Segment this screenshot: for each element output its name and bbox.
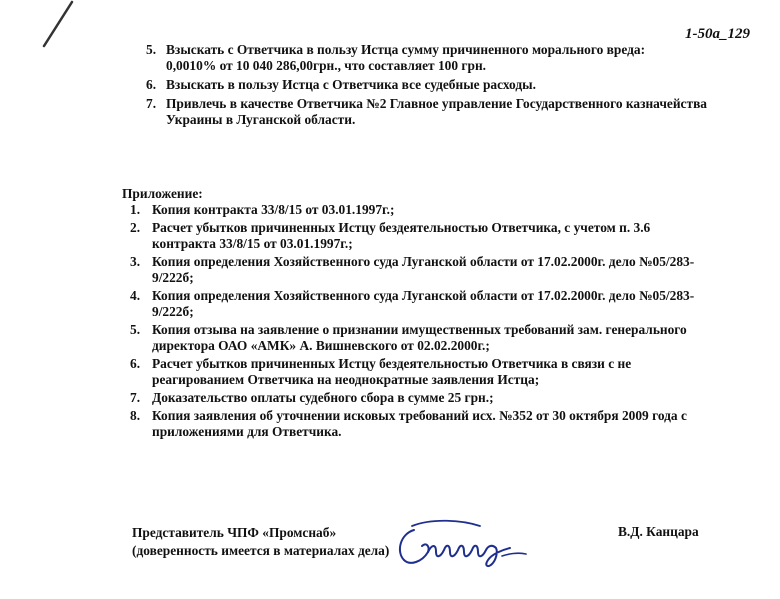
appendix-item-7 bbox=[130, 390, 710, 406]
signatory-block bbox=[132, 524, 389, 560]
requests-list bbox=[146, 42, 716, 131]
request-line: Привлечь в качестве Ответчика №2 Главное управление Государственного казначейства bbox=[166, 96, 707, 111]
appendix-number: 1. bbox=[130, 202, 141, 217]
request-item-6 bbox=[146, 77, 716, 93]
appendix-number: 2. bbox=[130, 220, 141, 235]
signatory-name: В.Д. Канцара bbox=[618, 524, 699, 539]
request-line: Украины в Луганской области. bbox=[166, 112, 356, 127]
appendix-number: 6. bbox=[130, 356, 141, 371]
signatory-role: Представитель ЧПФ «Промснаб» bbox=[132, 525, 337, 540]
appendix-line: 9/222б; bbox=[152, 270, 194, 285]
appendix-line: 9/222б; bbox=[152, 304, 194, 319]
request-number: 7. bbox=[146, 96, 157, 111]
scan-pen-mark bbox=[36, 0, 76, 50]
appendix-line: директора ОАО «АМК» А. Вишневского от 02.02.2000г.; bbox=[152, 338, 490, 353]
appendix-item-6 bbox=[130, 356, 710, 388]
appendix-number: 4. bbox=[130, 288, 141, 303]
request-number: 5. bbox=[146, 42, 157, 57]
signatory-note: (доверенность имеется в материалах дела) bbox=[132, 543, 390, 558]
appendix-line: Копия контракта 33/8/15 от 03.01.1997г.; bbox=[152, 202, 395, 217]
request-number: 6. bbox=[146, 77, 157, 92]
appendix-item-3 bbox=[130, 254, 710, 286]
appendix-title: Приложение: bbox=[122, 186, 203, 201]
appendix-line: реагированием Ответчика на неоднократные заявления Истца; bbox=[152, 372, 540, 387]
handwritten-signature bbox=[392, 512, 542, 572]
request-line: 0,0010% от 10 040 286,00грн., что составляет 100 грн. bbox=[166, 58, 487, 73]
appendix-item-1 bbox=[130, 202, 710, 218]
appendix-line: Копия отзыва на заявление о признании имущественных требований зам. генерального bbox=[152, 322, 687, 337]
appendix-line: Копия заявления об уточнении исковых требований исх. №352 от 30 октября 2009 года с bbox=[152, 408, 687, 423]
appendix-line: контракта 33/8/15 от 03.01.1997г.; bbox=[152, 236, 353, 251]
document-id: 1-50a_129 bbox=[685, 26, 750, 42]
appendix-number: 5. bbox=[130, 322, 141, 337]
appendix-number: 3. bbox=[130, 254, 141, 269]
appendix-item-2 bbox=[130, 220, 710, 252]
appendix-item-5 bbox=[130, 322, 710, 354]
request-line: Взыскать с Ответчика в пользу Истца сумму причиненного морального вреда: bbox=[166, 42, 646, 57]
appendix-number: 7. bbox=[130, 390, 141, 405]
appendix-line: Копия определения Хозяйственного суда Луганской области от 17.02.2000г. дело №05/283- bbox=[152, 288, 695, 303]
request-item-5 bbox=[146, 42, 716, 74]
appendix-line: приложениями для Ответчика. bbox=[152, 424, 342, 439]
appendix-item-4 bbox=[130, 288, 710, 320]
request-item-7 bbox=[146, 96, 716, 128]
appendix-line: Расчет убытков причиненных Истцу бездеятельностью Ответчика в связи с не bbox=[152, 356, 632, 371]
appendix-number: 8. bbox=[130, 408, 141, 423]
appendix-line: Расчет убытков причиненных Истцу бездеятельностью Ответчика, с учетом п. 3.6 bbox=[152, 220, 651, 235]
request-line: Взыскать в пользу Истца с Ответчика все судебные расходы. bbox=[166, 77, 536, 92]
appendix-item-8 bbox=[130, 408, 710, 440]
appendix-list bbox=[130, 202, 710, 442]
appendix-line: Копия определения Хозяйственного суда Луганской области от 17.02.2000г. дело №05/283- bbox=[152, 254, 695, 269]
appendix-line: Доказательство оплаты судебного сбора в сумме 25 грн.; bbox=[152, 390, 494, 405]
